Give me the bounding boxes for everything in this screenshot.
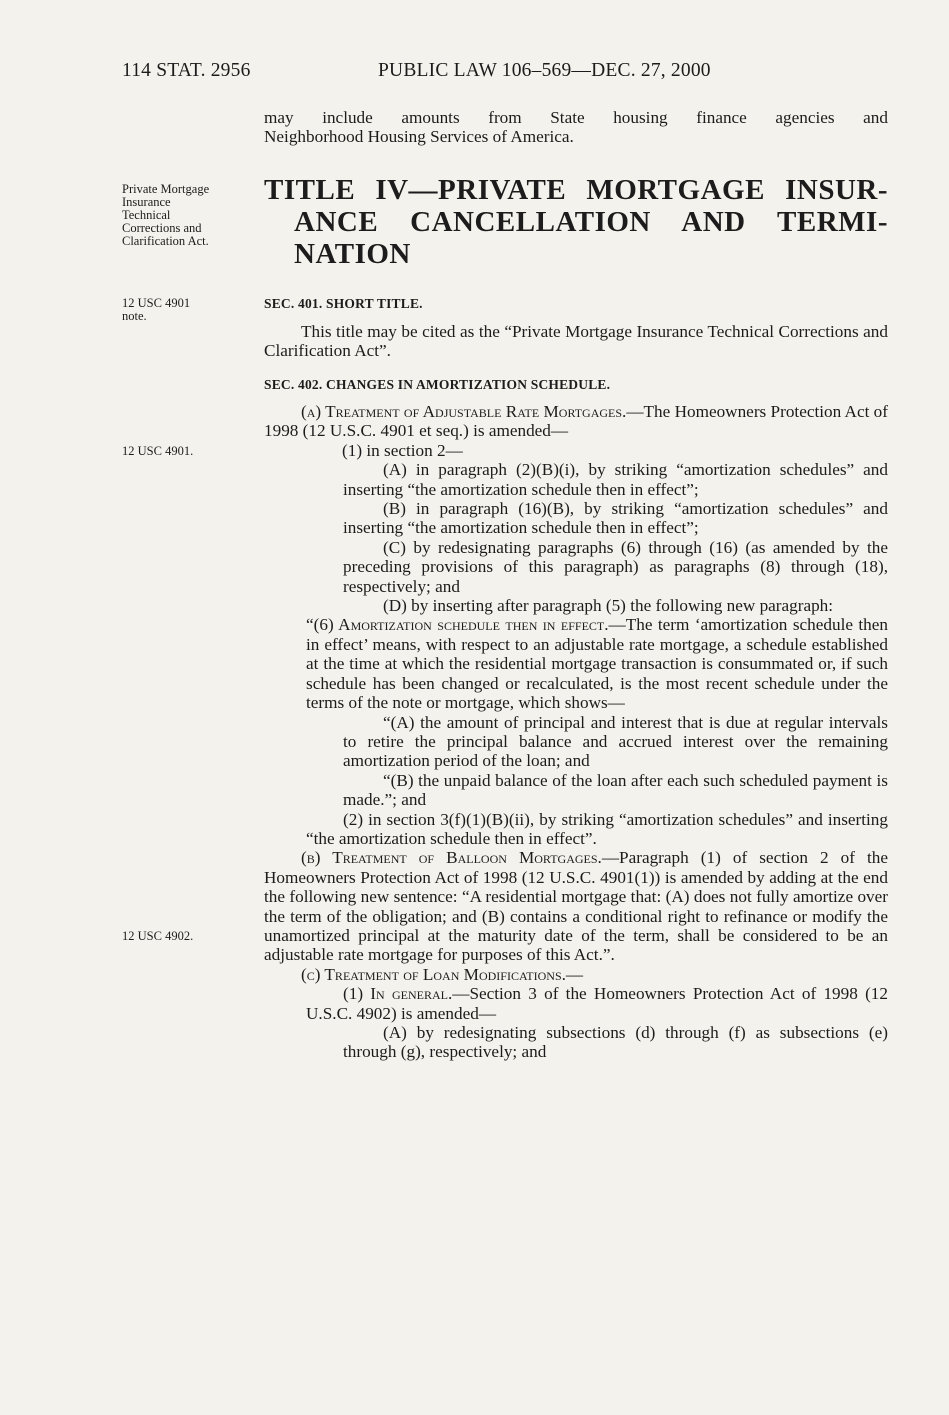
section-401-body bbox=[264, 322, 888, 361]
subsection-a-heading: (a) Treatment of Adjustable Rate Mortgages. bbox=[301, 402, 627, 421]
title-line-2: ANCE CANCELLATION AND TERMI- bbox=[294, 206, 888, 238]
subsection-c-text: — bbox=[565, 964, 584, 984]
paragraph-c-1-heading: (1) In general. bbox=[343, 984, 453, 1004]
margin-note-usc-4902: 12 USC 4902. bbox=[122, 929, 194, 943]
margin-note-line: Insurance bbox=[122, 195, 171, 209]
subsection-b-text: —Paragraph (1) of section 2 of the Homeowners Protection Act of 1998 (12 U.S.C. 4901(1)) is amended by adding at the end the following new sentence: “A residential mortgage that: (A) does not fully amortize over the term of the obligation; and (B) contains a conditional right to refinance or modify the unamortized principal at the maturity date of the term, shall be considered to be an adjustable rate mortgage for purposes of this Act.”. bbox=[264, 848, 889, 965]
paragraph-c-1-text: —Section 3 of the Homeowners Protection Act of 1998 (12 U.S.C. 4902) is amended— bbox=[306, 984, 888, 1023]
section-402-body bbox=[264, 402, 888, 1062]
paragraph-c-1 bbox=[264, 984, 888, 1023]
subsection-c bbox=[264, 965, 888, 984]
intro-line-1: may include amounts from State housing finance agencies and bbox=[264, 108, 888, 127]
subparagraph-a-D: (D) by inserting after paragraph (5) the following new paragraph: bbox=[383, 596, 834, 616]
subparagraph-c-A: (A) by redesignating subsections (d) through (f) as subsections (e) through (g), respectively; and bbox=[343, 1023, 888, 1062]
public-law-citation: PUBLIC LAW 106–569—DEC. 27, 2000 bbox=[378, 60, 711, 81]
intro-line-2: Neighborhood Housing Services of America. bbox=[264, 127, 574, 147]
subparagraph-a-A: (A) in paragraph (2)(B)(i), by striking “amortization schedules” and inserting “the amortization schedule then in effect”; bbox=[343, 460, 888, 499]
section-402-heading: SEC. 402. CHANGES IN AMORTIZATION SCHEDULE. bbox=[264, 377, 611, 392]
quoted-paragraph-6-text: —The term ‘amortization schedule then in effect’ means, with respect to an adjustable rate mortgage, a schedule established at the time at which the residential mortgage transaction is consummated or, if such schedule has been changed or recalculated, is the most recent schedule under the terms of the note or mortgage, which shows— bbox=[306, 615, 888, 713]
stat-page-number: 114 STAT. 2956 bbox=[122, 60, 251, 81]
paragraph-a-2: (2) in section 3(f)(1)(B)(ii), by striking “amortization schedules” and inserting “the amortization schedule then in effect”. bbox=[306, 809, 888, 848]
margin-note-usc-4901: 12 USC 4901. bbox=[122, 444, 194, 458]
margin-note-line: Technical bbox=[122, 208, 171, 222]
subsection-b-heading: (b) Treatment of Balloon Mortgages. bbox=[301, 848, 602, 868]
margin-note-line: Clarification Act. bbox=[122, 234, 209, 248]
margin-note-line: Private Mortgage bbox=[122, 182, 210, 196]
quoted-paragraph-6-heading: “(6) Amortization schedule then in effect. bbox=[306, 615, 609, 635]
section-401-text: This title may be cited as the “Private Mortgage Insurance Technical Corrections and Clarification Act”. bbox=[264, 322, 888, 361]
subsection-c-heading: (c) Treatment of Loan Modifications. bbox=[301, 964, 566, 984]
title-heading bbox=[264, 174, 888, 270]
quoted-subparagraph-B: “(B) the unpaid balance of the loan after each such scheduled payment is made.”; and bbox=[343, 770, 888, 810]
subsection-b bbox=[264, 848, 888, 964]
margin-note-usc-4901-note bbox=[122, 297, 252, 323]
section-401-heading: SEC. 401. SHORT TITLE. bbox=[264, 296, 423, 311]
subparagraph-a-B: (B) in paragraph (16)(B), by striking “amortization schedules” and inserting “the amortization schedule then in effect”; bbox=[343, 499, 888, 538]
subparagraph-a-C: (C) by redesignating paragraphs (6) through (16) (as amended by the preceding provisions of this paragraph) as paragraphs (8) through (18), respectively; and bbox=[343, 537, 888, 596]
margin-note-line: note. bbox=[122, 309, 147, 323]
subsection-a bbox=[264, 402, 888, 441]
title-line-1: TITLE IV—PRIVATE MORTGAGE INSUR- bbox=[264, 174, 888, 206]
subsection-a-text: —The Homeowners Protection Act of 1998 (12 U.S.C. 4901 et seq.) is amended— bbox=[264, 402, 888, 441]
margin-note-line: Corrections and bbox=[122, 221, 202, 235]
intro-continuation bbox=[264, 108, 888, 147]
margin-note-short-title bbox=[122, 183, 252, 248]
quoted-subparagraph-A: “(A) the amount of principal and interest that is due at regular intervals to retire the principal balance and accrued interest over the remaining amortization period of the loan; and bbox=[343, 712, 888, 771]
margin-note-line: 12 USC 4901 bbox=[122, 296, 191, 310]
paragraph-a-1: (1) in section 2— bbox=[342, 440, 463, 460]
title-line-3: NATION bbox=[294, 238, 411, 270]
quoted-paragraph-6 bbox=[264, 615, 888, 712]
